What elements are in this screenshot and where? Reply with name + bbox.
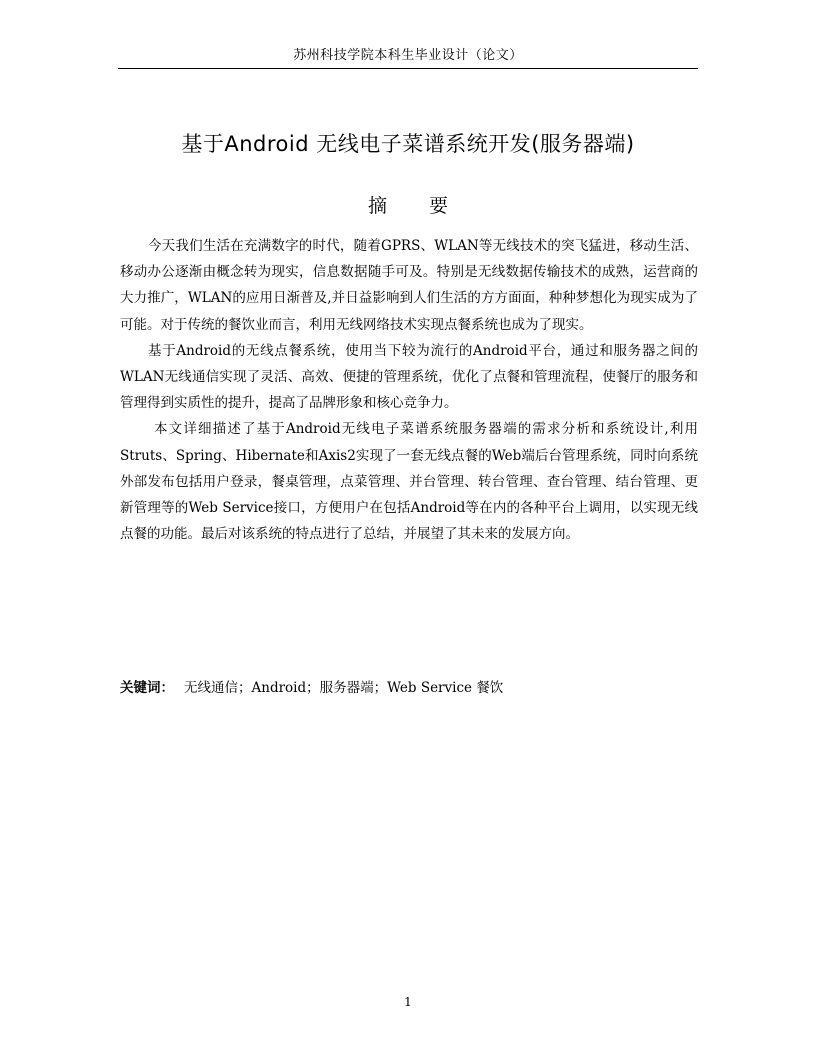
header-divider [118,68,698,69]
abstract-paragraph: 本文详细描述了基于Android无线电子菜谱系统服务器端的需求分析和系统设计,利用 Struts、Spring、Hibernate和Axis2实现了一套无线点餐的Web端后台管理系统，同时向系统外部发布包括用户登录，餐桌管理，点菜管理、并台管理、转台管理、查台管理、结台管理、更新管理等的Web Service接口，方便用户在包括Android等在内的各种平台上调用，以实现无线点餐的功能。最后对该系统的特点进行了总结，并展望了其未来的发展方向。 [120,421,698,543]
abstract-body [120,233,698,547]
page-number: 1 [404,995,412,1009]
abstract-paragraph: 基于Android的无线点餐系统，使用当下较为流行的Android平台，通过和服务器之间的WLAN无线通信实现了灵活、高效、便捷的管理系统，优化了点餐和管理流程，使餐厅的服务和管理得到实质性的提升，提高了品牌形象和核心竞争力。 [120,342,698,412]
abstract-heading: 摘 要 [367,195,467,217]
keywords-line [120,676,698,700]
document-title: 基于Android 无线电子菜谱系统开发(服务器端) [181,132,635,156]
keywords-label: 关键词： [120,680,174,696]
abstract-paragraph: 今天我们生活在充满数字的时代，随着GPRS、WLAN等无线技术的突飞猛进，移动生活、移动办公逐渐由概念转为现实，信息数据随手可及。特别是无线数据传输技术的成熟，运营商的大力推广，WLAN的应用日渐普及,并日益影响到人们生活的方方面面，种种梦想化为现实成为了可能。对于传统的餐饮业而言，利用无线网络技术实现点餐系统也成为了现实。 [120,238,698,333]
keywords-value: 无线通信；Android；服务器端；Web Service 餐饮 [184,680,504,696]
page-header: 苏州科技学院本科生毕业设计（论文） [293,48,523,63]
